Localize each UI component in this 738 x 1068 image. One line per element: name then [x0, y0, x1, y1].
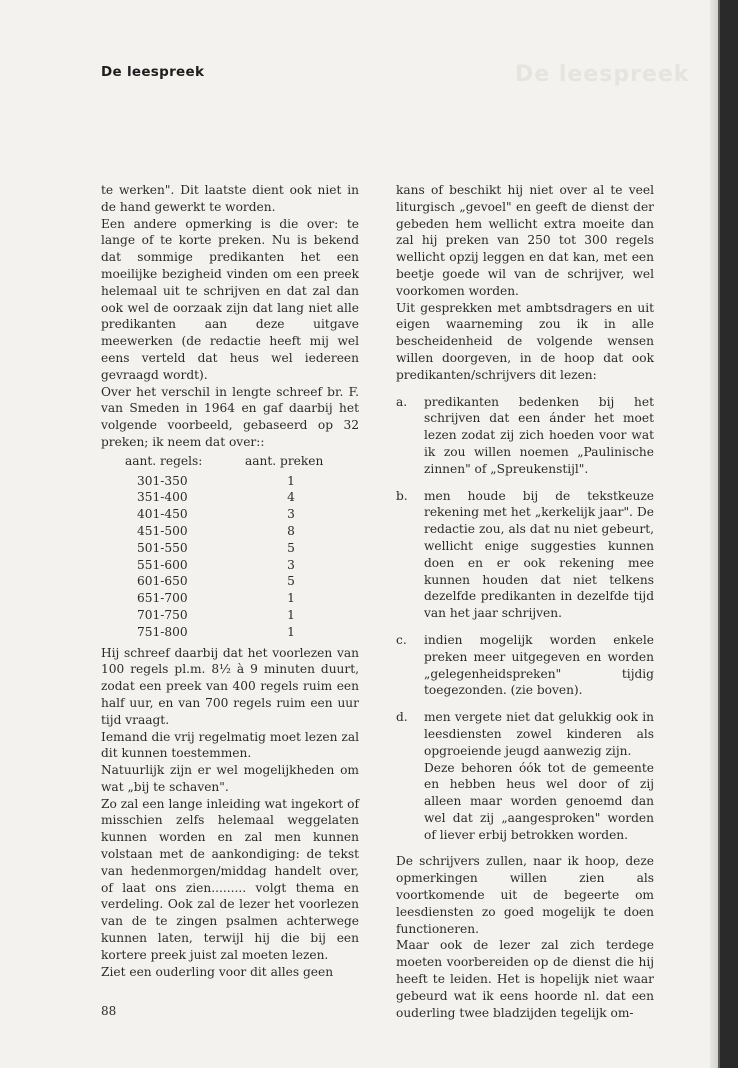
table-cell-range: 301-350	[137, 473, 188, 488]
list-item-text: predikanten bedenken bij het schrijven dat een ánder het moet lezen zodat zij zich hoeden voor wat ik zou willen noemen „Paulinische zinnen" of „Spreukenstijl".	[424, 394, 654, 476]
paragraph: Iemand die vrij regelmatig moet lezen zal dit kunnen toestemmen.	[101, 729, 359, 761]
table-cell-range: 451-500	[137, 523, 188, 538]
list-item-label: a.	[396, 394, 408, 409]
table-cell-count: 4	[287, 490, 295, 505]
table-cell-count: 8	[287, 523, 295, 538]
wish-list	[396, 394, 654, 844]
table-cell-range: 401-450	[137, 507, 188, 522]
table-row	[125, 540, 345, 557]
adjacent-page-edge	[720, 0, 738, 1068]
list-item-label: c.	[396, 632, 407, 647]
paragraph: Over het verschil in lengte schreef br. F. van Smeden in 1964 en gaf daarbij het volgende voorbeeld, gebaseerd op 32 preken; ik neem dat over::	[101, 384, 359, 449]
paragraph: Een andere opmerking is die over: te lange of te korte preken. Nu is bekend dat sommige predikanten het een moeilijke bezigheid vinden om een preek helemaal uit te schrijven en dat zal dan ook wel de oorzaak zijn dat lang niet alle predikanten aan deze uitgave meewerken (de redactie heeft mij wel eens verteld dat heus wel iedereen gevraagd wordt).	[101, 216, 359, 382]
right-column	[396, 182, 654, 1021]
table-cell-count: 5	[287, 574, 295, 589]
paragraph: Ziet een ouderling voor dit alles geen	[101, 964, 334, 979]
table-cell-range: 651-700	[137, 591, 188, 606]
paragraph: Zo zal een lange inleiding wat ingekort of misschien zelfs helemaal weggelaten kunnen worden en zal men kunnen volstaan met de aankondiging: de tekst van hedenmorgen/middag handelt over, of laat ons zien......... volgt thema en verdeling. Ook zal de lezer het voorlezen van de te zingen psalmen achterwege kunnen laten, terwijl hij die bij een kortere preek juist zal moeten lezen.	[101, 796, 359, 962]
table-cell-range: 501-550	[137, 540, 188, 555]
list-item-label: d.	[396, 710, 408, 725]
table-cell-count: 3	[287, 507, 295, 522]
line-count-table	[125, 453, 345, 641]
table-cell-range: 701-750	[137, 607, 188, 622]
table-cell-count: 1	[287, 624, 295, 639]
column-header-sermons: aant. preken	[245, 453, 324, 468]
table-row	[125, 489, 345, 506]
paragraph: Natuurlijk zijn er wel mogelijkheden om wat „bij te schaven".	[101, 763, 359, 794]
table-row	[125, 590, 345, 607]
page-edge	[710, 0, 718, 1068]
left-column	[101, 182, 359, 980]
table-row	[125, 473, 345, 490]
list-item	[396, 709, 654, 843]
paragraph: Uit gesprekken met ambtsdragers en uit eigen waarneming zou ik in alle bescheidenheid de volgende wensen willen doorgeven, in de hoop dat ook predikanten/schrijvers dit lezen:	[396, 300, 654, 382]
table-row	[125, 506, 345, 523]
page-number: 88	[101, 1004, 117, 1018]
table-row	[125, 557, 345, 574]
table-cell-count: 1	[287, 591, 295, 606]
table-row	[125, 523, 345, 540]
running-header: De leespreek	[101, 64, 205, 80]
paragraph: kans of beschikt hij niet over al te veel liturgisch „gevoel" en geeft de dienst der gebeden hem wellicht extra moeite dan zal hij preken van 250 tot 300 regels wellicht opzij leggen en dat kan, met een beetje goede wil van de schrijver, wel voorkomen worden.	[396, 183, 654, 298]
list-item-text: Deze behoren óók tot de gemeente en hebben heus wel door of zij alleen maar worden genoemd dan wel dat zij „aangesproken" worden of liever erbij betrokken worden.	[424, 760, 654, 842]
column-header-lines: aant. regels:	[125, 453, 203, 468]
list-item-text: men houde bij de tekstkeuze rekening met het „kerkelijk jaar". De redactie zou, als dat nu niet gebeurt, wellicht enige suggesties kunnen doen en er ook rekening mee kunnen houden dat niet telkens dezelfde predikanten in dezelfde tijd van het jaar schrijven.	[424, 488, 654, 621]
paragraph: Hij schreef daarbij dat het voorlezen van 100 regels pl.m. 8½ à 9 minuten duurt, zodat een preek van 400 regels ruim een half uur, en van 700 regels ruim een uur tijd vraagt.	[101, 645, 359, 727]
table-cell-range: 601-650	[137, 574, 188, 589]
list-item-text: indien mogelijk worden enkele preken meer uitgegeven en worden „gelegenheidspreken" tijdig toegezonden. (zie boven).	[424, 632, 654, 698]
paragraph: De schrijvers zullen, naar ik hoop, deze opmerkingen willen zien als voortkomende uit de begeerte om leesdiensten zo goed mogelijk te doen functioneren.	[396, 854, 654, 936]
list-item	[396, 394, 654, 478]
table-cell-count: 3	[287, 557, 295, 572]
table-row	[125, 624, 345, 641]
bleed-through-text: De leespreek	[515, 62, 690, 87]
table-header	[125, 453, 345, 470]
table-cell-range: 751-800	[137, 624, 188, 639]
paragraph: te werken". Dit laatste dient ook niet in de hand gewerkt te worden.	[101, 183, 359, 214]
list-item-text: men vergete niet dat gelukkig ook in leesdiensten zowel kinderen als opgroeiende jeugd aanwezig zijn.	[424, 710, 654, 758]
table-cell-range: 351-400	[137, 490, 188, 505]
table-cell-count: 1	[287, 473, 295, 488]
list-item	[396, 632, 654, 699]
table-row	[125, 573, 345, 590]
table-cell-count: 5	[287, 540, 295, 555]
list-item	[396, 488, 654, 622]
table-row	[125, 607, 345, 624]
table-cell-range: 551-600	[137, 557, 188, 572]
table-cell-count: 1	[287, 607, 295, 622]
list-item-label: b.	[396, 488, 408, 503]
paragraph: Maar ook de lezer zal zich terdege moeten voorbereiden op de dienst die hij heeft te leiden. Het is hopelijk niet waar gebeurd wat ik eens hoorde nl. dat een ouderling twee bladzijden tegelijk om-	[396, 938, 654, 1020]
